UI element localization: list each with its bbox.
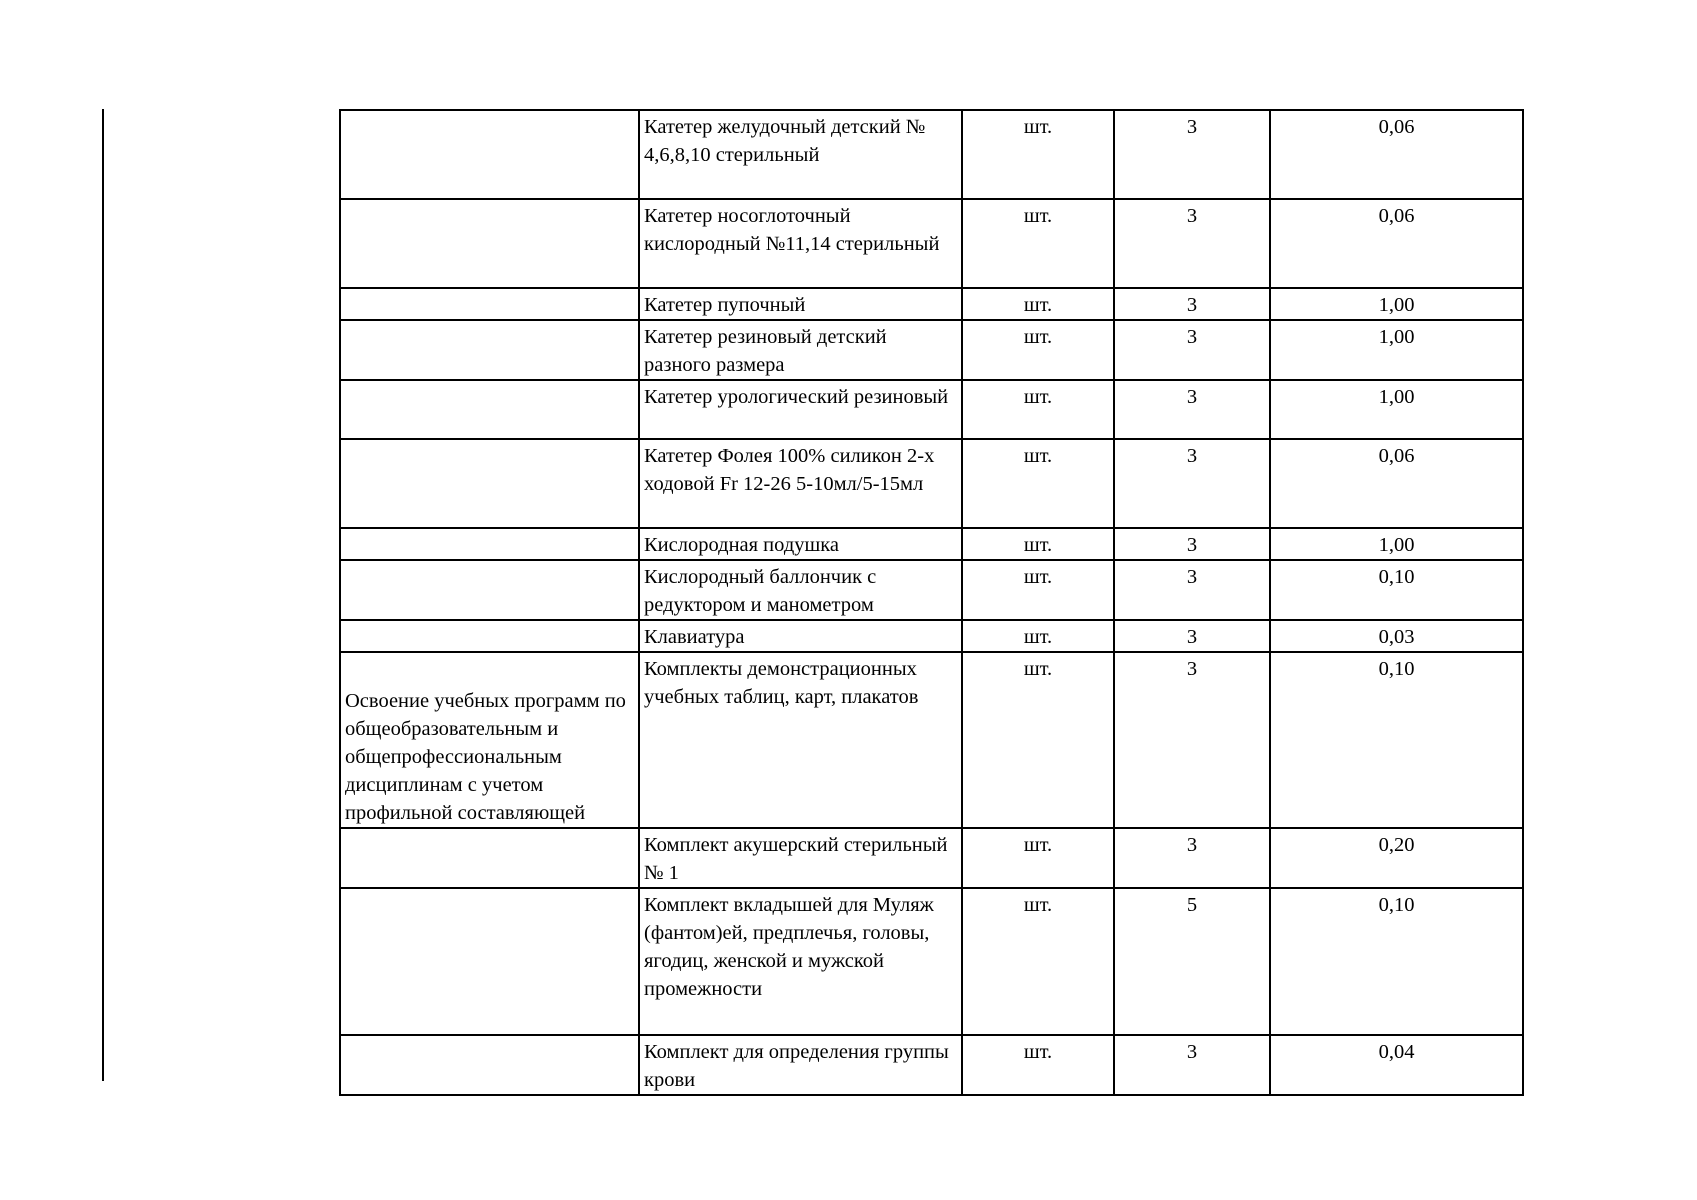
equipment-table [339, 109, 1524, 1096]
value-cell: 1,00 [1270, 380, 1523, 439]
item-name-cell: Катетер Фолея 100% силикон 2-х ходовой Fr 12-26 5-10мл/5-15мл [639, 439, 962, 528]
item-name-cell: Катетер резиновый детский разного размера [639, 320, 962, 380]
unit-cell: шт. [962, 199, 1114, 288]
quantity-cell: 3 [1114, 1035, 1270, 1095]
table-row [340, 320, 1523, 380]
item-name-cell: Катетер пупочный [639, 288, 962, 320]
item-name-cell: Комплект вкладышей для Муляж (фантом)ей, предплечья, головы, ягодиц, женской и мужской промежности [639, 888, 962, 1035]
activity-cell [340, 620, 639, 652]
activity-cell [340, 1035, 639, 1095]
item-name-cell: Клавиатура [639, 620, 962, 652]
unit-cell: шт. [962, 320, 1114, 380]
activity-cell [340, 528, 639, 560]
quantity-cell: 3 [1114, 110, 1270, 199]
item-name-cell: Комплект для определения группы крови [639, 1035, 962, 1095]
unit-cell: шт. [962, 828, 1114, 888]
table-row [340, 828, 1523, 888]
quantity-cell: 3 [1114, 652, 1270, 828]
value-cell: 1,00 [1270, 320, 1523, 380]
unit-cell: шт. [962, 528, 1114, 560]
unit-cell: шт. [962, 380, 1114, 439]
quantity-cell: 3 [1114, 320, 1270, 380]
table-row [340, 110, 1523, 199]
left-margin-rule [102, 109, 104, 1081]
quantity-cell: 3 [1114, 380, 1270, 439]
value-cell: 0,06 [1270, 439, 1523, 528]
quantity-cell: 3 [1114, 828, 1270, 888]
value-cell: 0,04 [1270, 1035, 1523, 1095]
value-cell: 0,10 [1270, 652, 1523, 828]
table-row [340, 439, 1523, 528]
item-name-cell: Комплекты демонстрационных учебных таблиц, карт, плакатов [639, 652, 962, 828]
item-name-cell: Кислородная подушка [639, 528, 962, 560]
quantity-cell: 3 [1114, 439, 1270, 528]
activity-cell [340, 288, 639, 320]
item-name-cell: Катетер носоглоточный кислородный №11,14 стерильный [639, 199, 962, 288]
table-row [340, 199, 1523, 288]
table-row [340, 560, 1523, 620]
unit-cell: шт. [962, 110, 1114, 199]
item-name-cell: Комплект акушерский стерильный № 1 [639, 828, 962, 888]
value-cell: 1,00 [1270, 528, 1523, 560]
unit-cell: шт. [962, 620, 1114, 652]
quantity-cell: 3 [1114, 560, 1270, 620]
unit-cell: шт. [962, 652, 1114, 828]
unit-cell: шт. [962, 560, 1114, 620]
quantity-cell: 5 [1114, 888, 1270, 1035]
value-cell: 0,10 [1270, 560, 1523, 620]
activity-cell [340, 110, 639, 199]
quantity-cell: 3 [1114, 288, 1270, 320]
table-row [340, 288, 1523, 320]
table-row [340, 528, 1523, 560]
activity-cell [340, 380, 639, 439]
activity-cell [340, 320, 639, 380]
unit-cell: шт. [962, 288, 1114, 320]
quantity-cell: 3 [1114, 199, 1270, 288]
value-cell: 0,10 [1270, 888, 1523, 1035]
item-name-cell: Кислородный баллончик с редуктором и манометром [639, 560, 962, 620]
activity-cell: Освоение учебных программ по общеобразовательным и общепрофессиональным дисциплинам с учетом профильной составляющей [340, 652, 639, 828]
value-cell: 0,03 [1270, 620, 1523, 652]
value-cell: 1,00 [1270, 288, 1523, 320]
table-row [340, 652, 1523, 828]
quantity-cell: 3 [1114, 528, 1270, 560]
unit-cell: шт. [962, 439, 1114, 528]
table-row [340, 620, 1523, 652]
activity-cell [340, 199, 639, 288]
unit-cell: шт. [962, 1035, 1114, 1095]
table-row [340, 1035, 1523, 1095]
activity-cell [340, 439, 639, 528]
value-cell: 0,20 [1270, 828, 1523, 888]
activity-cell [340, 828, 639, 888]
item-name-cell: Катетер урологический резиновый [639, 380, 962, 439]
table-row [340, 888, 1523, 1035]
unit-cell: шт. [962, 888, 1114, 1035]
value-cell: 0,06 [1270, 110, 1523, 199]
value-cell: 0,06 [1270, 199, 1523, 288]
activity-cell [340, 560, 639, 620]
item-name-cell: Катетер желудочный детский № 4,6,8,10 стерильный [639, 110, 962, 199]
table-row [340, 380, 1523, 439]
activity-cell [340, 888, 639, 1035]
quantity-cell: 3 [1114, 620, 1270, 652]
